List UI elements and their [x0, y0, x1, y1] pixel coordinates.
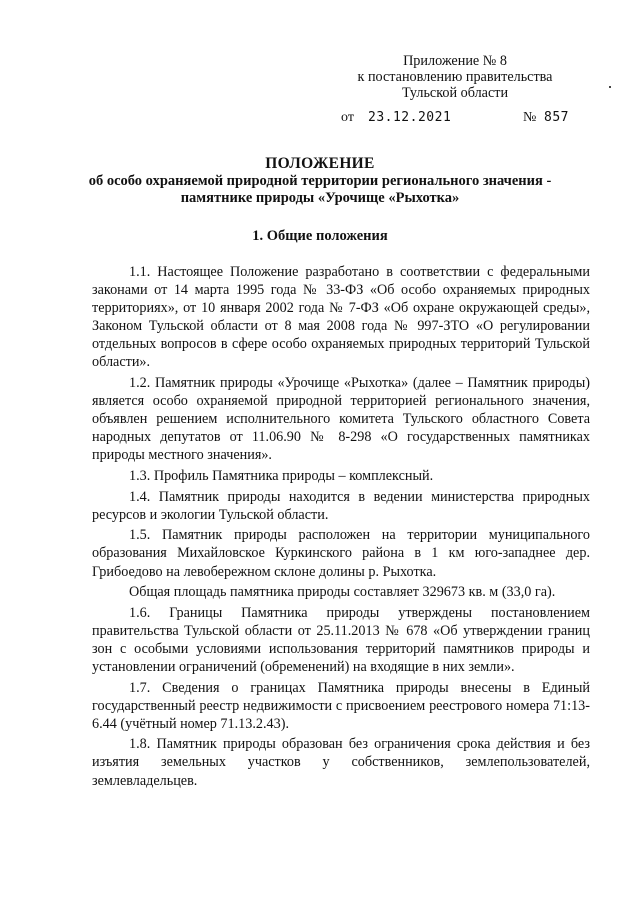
appendix-region: Тульской области — [401, 85, 509, 101]
paragraph-1-5: 1.5. Памятник природы расположен на территории муниципального образования Михайловское Куркинского района в 1 км юго-западнее дер. Грибоедово на левобережном склоне долины р. Рыхотка. — [92, 527, 590, 580]
paragraph-1-8: 1.8. Памятник природы образован без ограничения срока действия и без изъятия земельных участков у собственников, землепользователей, землевладельцев. — [92, 736, 590, 789]
date-line — [0, 110, 640, 130]
date-prefix: от — [341, 110, 354, 125]
paragraph-area: Общая площадь памятника природы составляет 329673 кв. м (33,0 га). — [129, 584, 556, 601]
paragraph-1-2: 1.2. Памятник природы «Урочище «Рыхотка» (далее – Памятник природы) является особо охраняемой природной территорией регионального значения, объявлен решением исполнительного комитета Тульского областного Совета народных депутатов от 11.06.90 № 8-298 «О государственных памятниках природы местного значения». — [92, 375, 590, 464]
appendix-header — [330, 53, 580, 101]
paragraph-1-3: 1.3. Профиль Памятника природы – комплексный. — [129, 468, 434, 485]
title-main: ПОЛОЖЕНИЕ — [265, 155, 375, 172]
appendix-resolution-ref: к постановлению правительства — [357, 69, 553, 85]
appendix-number: Приложение № 8 — [403, 53, 507, 69]
paragraph-1-4: 1.4. Памятник природы находится в ведении министерства природных ресурсов и экологии Тульской области. — [92, 488, 590, 523]
resolution-date: 23.12.2021 — [368, 110, 452, 125]
section-heading: 1. Общие положения — [252, 228, 388, 244]
number-sign: № — [523, 110, 537, 125]
document-body — [92, 263, 590, 792]
paragraph-1-1: 1.1. Настоящее Положение разработано в соответствии с федеральными законами от 14 марта 1995 года № 33-ФЗ «Об особо охраняемых природных территориях», от 10 января 2002 года № 7-ФЗ «Об охране окружающей среды», Законом Тульской области от 8 мая 2008 года № 997-ЗТО «О регулировании отдельных вопросов в сфере особо охраняемых природных территорий Тульской области». — [92, 264, 590, 371]
title-subtitle-line2: памятнике природы «Урочище «Рыхотка» — [180, 190, 460, 206]
scan-speck — [609, 86, 611, 88]
title-subtitle-line1: об особо охраняемой природной территории регионального значения - — [88, 172, 552, 189]
document-title — [0, 155, 640, 208]
paragraph-1-6: 1.6. Границы Памятника природы утверждены постановлением правительства Тульской области от 25.11.2013 № 678 «Об утверждении границ зон с особыми условиями использования территорий памятников природы и установлении ограничений (обременений) на входящие в них земли». — [92, 604, 590, 675]
paragraph-1-7: 1.7. Сведения о границах Памятника природы внесены в Единый государственный реестр недвижимости с присвоением реестрового номера 71:13-6.44 (учётный номер 71.13.2.43). — [92, 679, 590, 732]
resolution-number: 857 — [544, 110, 569, 125]
